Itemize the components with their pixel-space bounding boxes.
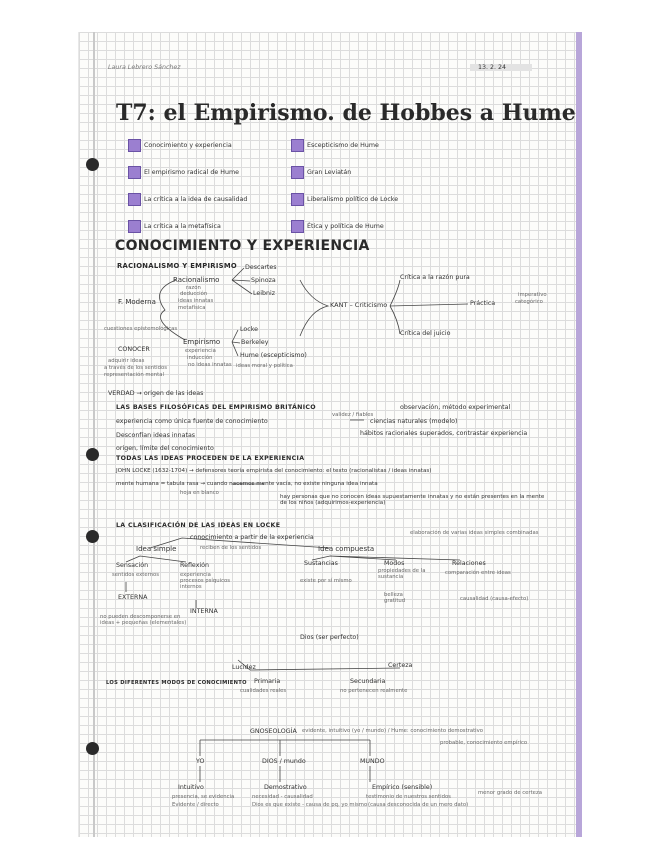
empirico-note: (causa desconocida de un mero dato) [368, 802, 469, 808]
modos-note: propiedades de la sustancia [378, 568, 426, 581]
index-item: Gran Leviatán [307, 169, 352, 176]
secundaria-note: no pertenecen realmente [340, 688, 408, 694]
section-heading: CONOCIMIENTO Y EXPERIENCIA [115, 238, 370, 254]
kant-branch: Crítica a la razón pura [400, 274, 470, 281]
subheading: RACIONALISMO Y EMPIRISMO [117, 262, 238, 270]
idea-compuesta: Idea compuesta [318, 545, 375, 553]
page-title: T7: el Empirismo. de Hobbes a Hume [116, 100, 576, 126]
rac-note: ideas innatas [178, 298, 214, 304]
children-line: hay personas que no conocen ideas supuestamente innatas y no están presentes en la mente de los niños (adquirimos-experiencia) [280, 494, 545, 507]
emp-note: experiencia [185, 348, 216, 354]
conocer-note: a través de los sentidos [104, 365, 168, 371]
limit-note: no pueden descomponerse en ideas + pequeñas (elementales) [100, 614, 187, 627]
gnoseologia-note: probable, conocimiento empírico [440, 740, 528, 746]
empirico: Empírico (sensible) [372, 784, 433, 791]
racionalista: Spinoza [251, 277, 276, 284]
index-item: Liberalismo político de Locke [307, 196, 399, 203]
externa: EXTERNA [118, 594, 148, 601]
sensacion: Sensación [116, 562, 149, 569]
clasif-note: elaboración de varias ideas simples combinadas [410, 530, 539, 536]
empirico-note: testimonio de nuestros sentidos [366, 794, 451, 800]
sensacion-note: sentidos externos [112, 572, 160, 578]
rac-note: deducción [180, 291, 208, 297]
secundaria: Secundaria [350, 678, 386, 685]
kant-branch: Práctica [470, 300, 496, 307]
conocer: CONOCER [118, 346, 150, 353]
relaciones: Relaciones [452, 560, 486, 567]
reflexion-note: experiencia procesos psíquicos internos [180, 572, 230, 591]
empirista: Berkeley [241, 339, 269, 346]
primaria-note: cualidades reales [240, 688, 287, 694]
basis-note: validez / fiables [332, 412, 374, 418]
intuitivo-note: Evidente / directo [172, 802, 219, 808]
certeza: Certeza [388, 662, 413, 669]
index-item: La crítica a la metafísica [144, 223, 221, 230]
modos: Modos [384, 560, 405, 567]
modernidad-note: cuestiones epistemológicas [104, 326, 178, 332]
reflexion: Reflexión [180, 562, 210, 569]
gnoseologia-note: evidente, intuitivo (yo / mundo) / Hume: conocimiento demostrativo [302, 728, 483, 734]
empirista: Locke [240, 326, 259, 333]
demostrativo-note: necesidad - causalidad [252, 794, 313, 800]
author-name: Laura Lebrero Sánchez [108, 64, 181, 71]
conocer-note: adquirir ideas [108, 358, 145, 364]
conocer-note: representación mental [104, 372, 164, 378]
mundo-note: menor grado de certeza [478, 790, 542, 796]
empirista: Hume (escepticismo) [240, 352, 307, 359]
locke-line: JOHN LOCKE (1632-1704) → defensores teoría empirista del conocimiento: el texto (racionalistas / ideas innatas) [116, 468, 432, 474]
modernidad: F. Moderna [118, 298, 156, 306]
subheading: LOS DIFERENTES MODOS DE CONOCIMIENTO [106, 680, 247, 686]
emp-note: inducción [187, 355, 213, 361]
empirismo: Empirismo [183, 338, 221, 346]
idea-simple: Idea simple [136, 545, 177, 553]
tabula-note: hoja en blanco [180, 490, 219, 496]
index-item: Ética y política de Hume [307, 223, 384, 230]
basis-note: hábitos racionales superados, contrastar experiencia [360, 430, 528, 437]
kant-branch: Crítica del juicio [400, 330, 451, 337]
emp-note: no ideas innatas [188, 362, 232, 368]
subheading: LA CLASIFICACIÓN DE LAS IDEAS EN LOCKE [116, 522, 281, 529]
yo: YO [196, 758, 205, 765]
simple-note: reciben de los sentidos [200, 545, 262, 551]
interna: INTERNA [190, 608, 218, 615]
racionalista: Descartes [245, 264, 277, 271]
belleza: belleza gratitud [384, 592, 406, 605]
index-item: El empirismo radical de Hume [144, 169, 239, 176]
dios-mundo: DIOS / mundo [262, 758, 306, 765]
basis-item: experiencia como única fuente de conocimiento [116, 418, 268, 425]
basis-item: Desconfían ideas innatas [116, 432, 196, 439]
mundo: MUNDO [360, 758, 385, 765]
tabula-line: mente humana = tabula rasa → cuando nacemos mente vacía, no existe ninguna idea innata [116, 481, 378, 487]
practica-note: categórico [515, 299, 543, 305]
racionalista: Leibniz [253, 290, 276, 297]
gnoseologia: GNOSEOLOGÍA [250, 728, 297, 735]
basis-item: ciencias naturales (modelo) [370, 418, 458, 425]
basis-item: origen, límite del conocimiento [116, 445, 214, 452]
racionalismo: Racionalismo [173, 276, 220, 284]
lucidez: Lucidez [232, 664, 256, 671]
causalidad: causalidad (causa-efecto) [460, 596, 529, 602]
rac-note: razón [186, 285, 201, 291]
index-item: Escepticismo de Hume [307, 142, 379, 149]
sustancias: Sustancias [304, 560, 338, 567]
practica-note: imperativo [518, 292, 547, 298]
demostrativo: Demostrativo [264, 784, 307, 791]
hume-note: ideas moral y política [236, 363, 293, 369]
intuitivo: Intuitivo [178, 784, 204, 791]
sustancias-note: existe por sí mismo [300, 578, 352, 584]
date: 13. 2. 24 [478, 64, 507, 71]
dios-note: Dios (ser perfecto) [300, 634, 359, 641]
subheading: LAS BASES FILOSÓFICAS DEL EMPIRISMO BRITÁNICO [116, 404, 316, 411]
basis-note: observación, método experimental [400, 404, 511, 411]
index-item: Conocimiento y experiencia [144, 142, 232, 149]
verdad-line: VERDAD → origen de las ideas [108, 390, 204, 397]
subheading: TODAS LAS IDEAS PROCEDEN DE LA EXPERIENCIA [116, 455, 305, 462]
index-item: La crítica a la idea de causalidad [144, 196, 248, 203]
relaciones-note: comparación entre ideas [445, 570, 511, 576]
intuitivo-note: presencia, se evidencia [172, 794, 235, 800]
kant: KANT – Criticismo [330, 301, 388, 309]
rac-note: metafísica [178, 305, 206, 311]
demostrativo-note: Dios es que existe - causa de pq. yo mismo [252, 802, 368, 808]
primaria: Primaria [254, 678, 281, 685]
clasif-intro: conocimiento a partir de la experiencia [190, 534, 314, 541]
